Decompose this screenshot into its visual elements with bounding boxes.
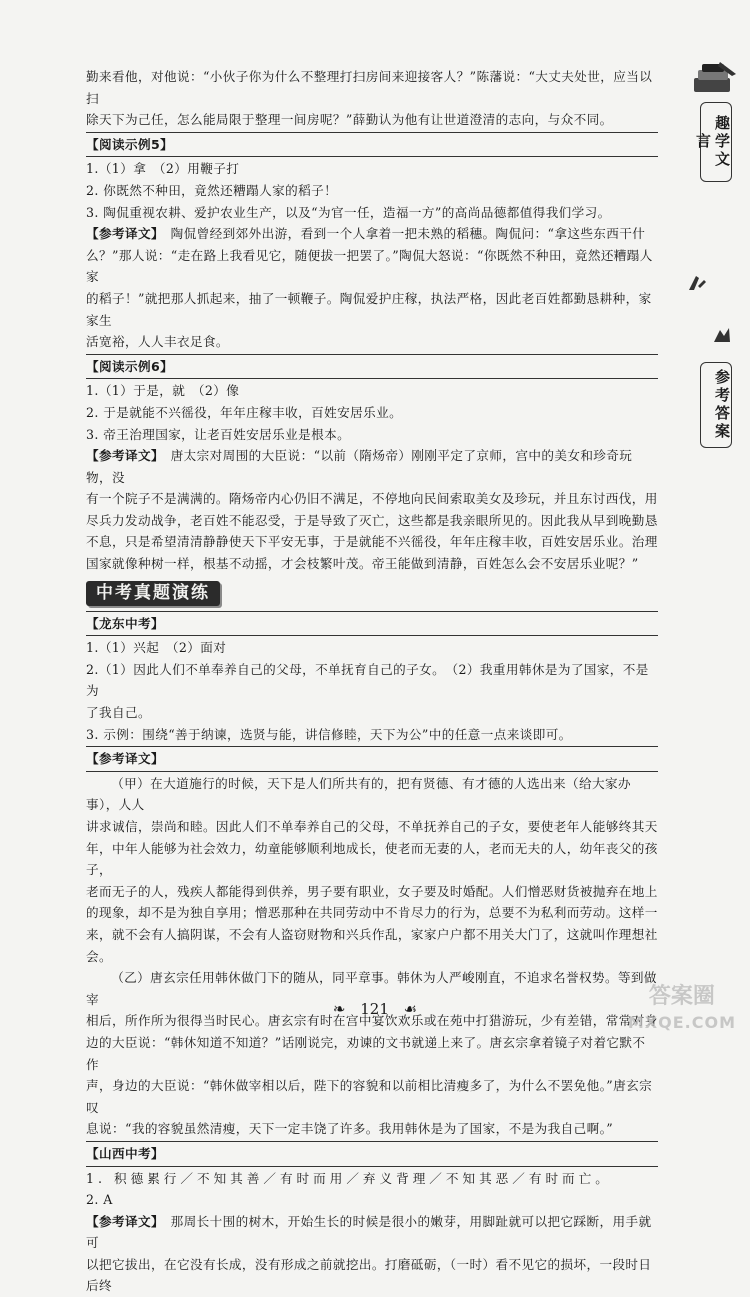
text-line: 勤来看他，对他说：“小伙子你为什么不整理打扫房间来迎接客人？”陈藩说：“大丈夫处世，应当以扫 — [86, 69, 653, 106]
divider — [86, 378, 658, 379]
divider — [86, 156, 658, 157]
text-line: （乙）唐玄宗任用韩休做门下的随从，同平章事。韩休为人严峻刚直，不追求名誉权势。等到做宰 — [86, 970, 657, 1007]
text-line: 边的大臣说：“韩休知道不知道？”话刚说完，劝谏的文书就递上来了。唐玄宗拿着镜子对着它默不作 — [86, 1034, 646, 1072]
book-scroll-icon — [690, 60, 740, 102]
answer-line: 2. A — [86, 1192, 113, 1208]
text-line: 有一个院子不是满满的。隋炀帝内心仍旧不满足，不停地向民间索取美女及珍玩，并且东讨西伐，用 — [86, 491, 658, 507]
answer-line: 1. 积德累行／不知其善／有时而用／弃义背理／不知其恶／有时而亡。 — [86, 1170, 612, 1186]
answer-line: 3. 示例：围绕“善于纳谏，选贤与能，讲信修睦，天下为公”中的任意一点来谈即可。 — [86, 726, 572, 742]
text-line: 以把它拔出，在它没有长成，没有形成之前就挖出。打磨砥砺，（一时）看不见它的损坏，一段时日后终 — [86, 1256, 652, 1294]
divider — [86, 635, 658, 636]
text-line: 老而无子的人，残疾人都能得到供养，男子要有职业，女子要及时婚配。人们憎恶财货被抛弃在地上 — [86, 883, 658, 899]
translation-paragraph — [86, 1211, 658, 1254]
text-line: 活宽裕，人人丰衣足食。 — [86, 334, 229, 350]
brush-stroke-icon — [686, 272, 708, 294]
text-line: 国家就像种树一样，根基不动摇，才会枝繁叶茂。帝王能做到清静，百姓怎么会不安居乐业呢？” — [86, 556, 639, 572]
ink-flower-icon — [712, 326, 732, 344]
translation-paragraph — [86, 223, 658, 245]
text-line: 么？”那人说：“走在路上我看见它，随便拔一把罢了。”陶侃大怒说：“你既然不种田，竟然还糟蹋人家 — [86, 247, 653, 285]
footer-ornament-right-icon: ☙ — [403, 1000, 418, 1018]
text-line: 来，就不会有人搞阴谋，不会有人盗窃财物和兴兵作乱，家家户户都不用关大门了，这就叫作理想社会。 — [86, 926, 658, 964]
answer-line: 3. 陶侃重视农耕、爱护农业生产，以及“为官一任，造福一方”的高尚品德都值得我们学习。 — [86, 204, 611, 220]
divider — [86, 1166, 658, 1167]
answer-line: 2. 你既然不种田，竟然还糟蹋人家的稻子！ — [86, 182, 338, 198]
sidebar-tab-can-kao-da-an: 参考答案 — [700, 362, 732, 448]
translation-label: 【参考译文】 — [86, 751, 164, 767]
translation-label: 【参考译文】 — [86, 226, 158, 242]
text-line: 相后，所作所为很得当时民心。唐玄宗有时在宫中宴饮欢乐或在苑中打猎游玩，少有差错，常常对身 — [86, 1013, 658, 1029]
answer-line: 1.（1）于是，就 （2）像 — [86, 383, 240, 399]
sidebar-tab-qu-xue-wen-yan: 趣学文言 — [700, 102, 732, 182]
text-line: 声，身边的大臣说：“韩休做宰相以后，陛下的容貌和以前相比清瘦多了，为什么不罢免他。”唐玄宗叹 — [86, 1078, 653, 1115]
watermark-url: MXQE.COM — [627, 1013, 736, 1032]
text-line: （甲）在大道施行的时候，天下是人们所共有的，把有贤德、有才德的人选出来（给大家办事），人人 — [86, 775, 631, 813]
watermark-text: 答案圈 — [648, 984, 715, 1009]
watermark — [628, 986, 736, 1034]
divider — [86, 611, 658, 612]
translation-label: 【参考译文】 — [86, 448, 158, 464]
text-line: 陶侃曾经到郊外出游，看到一个人拿着一把未熟的稻穗。陶侃问：“拿这些东西干什 — [170, 226, 646, 242]
text-line: 那周长十围的树木，开始生长的时候是很小的嫩芽，用脚趾就可以把它踩断，用手就可 — [86, 1213, 652, 1251]
text-line: 唐太宗对周围的大臣说：“以前（隋炀帝）刚刚平定了京师，宫中的美女和珍奇玩物，没 — [86, 448, 633, 485]
text-line: 尽兵力发动战争，老百姓不能忍受，于是导致了灭亡，这些都是我亲眼所见的。因此我从早到晚勤恳 — [86, 512, 658, 528]
divider — [86, 771, 658, 772]
text-line: 年，中年人能够为社会效力，幼童能够顺利地成长，使老而无妻的人，老而无夫的人，幼年丧父的孩子， — [86, 840, 658, 878]
divider — [86, 132, 658, 133]
text-line: 讲求诚信，崇尚和睦。因此人们不单奉养自己的父母，不单抚养自己的子女，要使老年人能够终其天 — [86, 819, 658, 834]
section-banner — [86, 581, 658, 607]
banner-title: 中考真题演练 — [86, 581, 220, 607]
main-text — [86, 66, 658, 1297]
translation-label: 【参考译文】 — [86, 1213, 158, 1229]
divider — [86, 1141, 658, 1142]
divider — [86, 746, 658, 747]
answer-line: 1.（1）兴起 （2）面对 — [86, 640, 227, 656]
text-line: 的稻子！”就把那人抓起来，抽了一顿鞭子。陶侃爱护庄稼，执法严格，因此老百姓都勤恳耕种，家家生 — [86, 290, 652, 328]
text-line: 息说：“我的容貌虽然清瘦，天下一定丰饶了许多。我用韩休是为了国家，不是为我自己啊。” — [86, 1121, 614, 1137]
text-line: 的现象，却不是为独自享用；憎恶那种在共同劳动中不肯尽力的行为，总要不为私利而劳动。这样一 — [86, 905, 658, 921]
footer-ornament-left-icon: ❧ — [332, 1000, 346, 1018]
text-line: 不息，只是希望清清静静使天下平安无事，于是就能不兴徭役，年年庄稼丰收，百姓安居乐业。治理 — [86, 534, 658, 550]
section-heading-shanxi: 【山西中考】 — [86, 1145, 164, 1161]
section-heading-example-5: 【阅读示例5】 — [86, 136, 174, 152]
answer-line: 1.（1）拿 （2）用鞭子打 — [86, 161, 240, 177]
answer-line: 3. 帝王治理国家，让老百姓安居乐业是根本。 — [86, 426, 351, 442]
page-number: 121 — [360, 1000, 389, 1018]
answer-line: 2. 于是就能不兴徭役，年年庄稼丰收，百姓安居乐业。 — [86, 404, 403, 420]
answer-line: 2.（1）因此人们不单奉养自己的父母，不单抚育自己的子女。 （2）我重用韩休是为了国家，不是为 — [86, 661, 649, 699]
divider — [86, 354, 658, 355]
translation-paragraph — [86, 445, 658, 488]
section-heading-example-6: 【阅读示例6】 — [86, 358, 174, 374]
answer-line: 了我自己。 — [86, 705, 151, 721]
section-heading-longdong: 【龙东中考】 — [86, 615, 164, 631]
text-line: 除天下为己任，怎么能局限于整理一间房呢？”薛勤认为他有让世道澄清的志向，与众不同。 — [86, 112, 613, 128]
